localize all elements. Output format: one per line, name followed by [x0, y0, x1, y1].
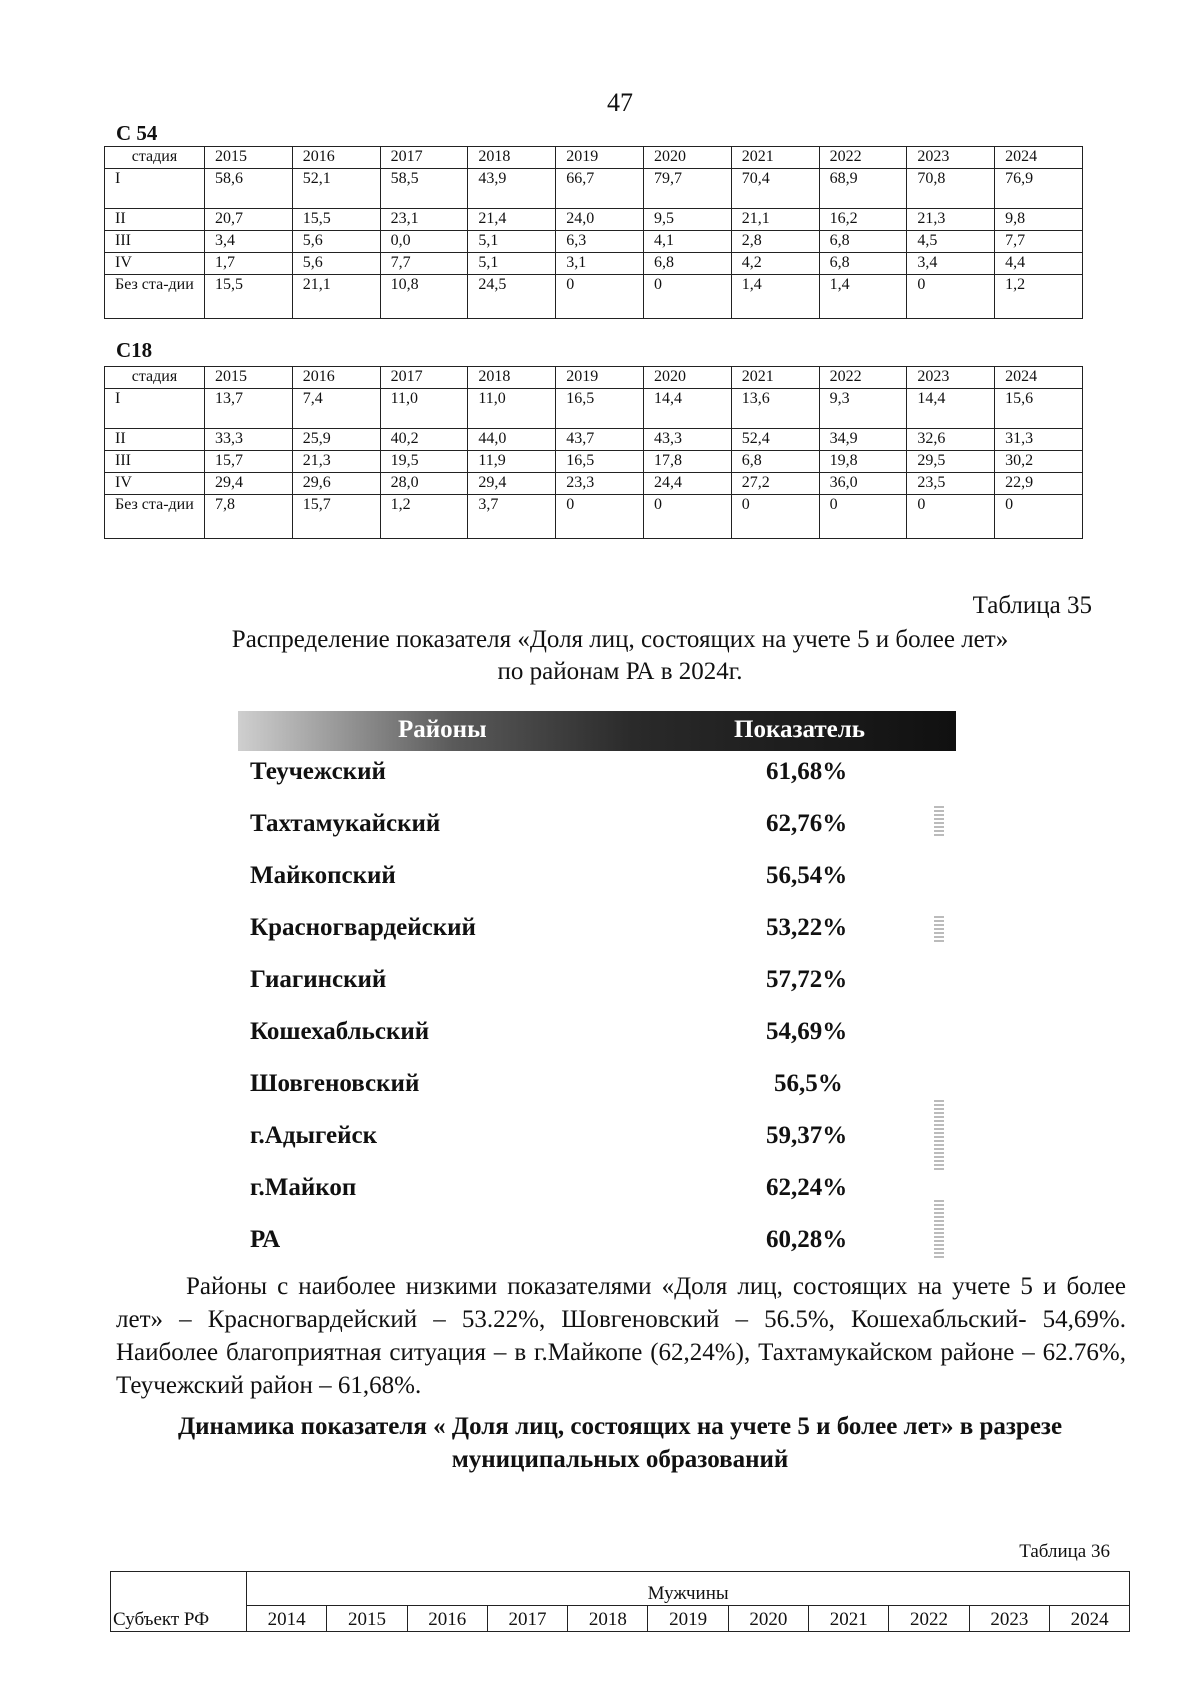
- table-cell: 31,3: [995, 429, 1083, 451]
- table-cell: 21,1: [731, 209, 819, 231]
- table-cell: 21,1: [292, 275, 380, 319]
- table-cell: 43,7: [556, 429, 644, 451]
- table-cell: 1,4: [731, 275, 819, 319]
- table-row: [105, 231, 1083, 253]
- district-row: [250, 958, 900, 1010]
- table-row: [105, 275, 1083, 319]
- district-row: [250, 1218, 900, 1270]
- table-row: [105, 169, 1083, 209]
- district-row: [250, 1114, 900, 1166]
- year-cell: 2018: [568, 1606, 648, 1632]
- table-cell: 29,4: [468, 473, 556, 495]
- year-cell: 2021: [809, 1606, 889, 1632]
- table-cell: 9,5: [643, 209, 731, 231]
- district-row: [250, 906, 900, 958]
- header-cell: 2023: [907, 147, 995, 169]
- table-cell: 14,4: [643, 389, 731, 429]
- table-cell: IV: [105, 253, 205, 275]
- table-cell: 6,3: [556, 231, 644, 253]
- district-row: [250, 802, 900, 854]
- table35-title-line1: Распределение показателя «Доля лиц, состоящих на учете 5 и более лет»: [231, 626, 1009, 653]
- table-cell: 0: [907, 495, 995, 539]
- district-value: 57,72%: [766, 966, 848, 993]
- table-cell: 9,8: [995, 209, 1083, 231]
- table-cell: 14,4: [907, 389, 995, 429]
- header-cell: 2016: [292, 367, 380, 389]
- table-cell: II: [105, 429, 205, 451]
- district-row: [250, 1166, 900, 1218]
- district-row: [250, 750, 900, 802]
- table-cell: 0: [643, 495, 731, 539]
- table-cell: 29,4: [205, 473, 293, 495]
- table-cell: 6,8: [819, 231, 907, 253]
- table-cell: 0: [643, 275, 731, 319]
- table-cell: 7,7: [995, 231, 1083, 253]
- table-cell: 15,5: [205, 275, 293, 319]
- table-cell: 43,9: [468, 169, 556, 209]
- year-cell: 2023: [969, 1606, 1049, 1632]
- table-row: [105, 389, 1083, 429]
- district-name: г.Адыгейск: [250, 1122, 378, 1149]
- table-cell: 32,6: [907, 429, 995, 451]
- district-value: 62,24%: [766, 1174, 848, 1201]
- table35-caption: Таблица 35: [972, 592, 1092, 619]
- table-c18-label: С18: [116, 338, 153, 362]
- district-row: [250, 854, 900, 906]
- header-cell: 2017: [380, 367, 468, 389]
- table-cell: 58,5: [380, 169, 468, 209]
- table-cell: 0,0: [380, 231, 468, 253]
- table-cell: 0: [556, 275, 644, 319]
- table-cell: 5,6: [292, 231, 380, 253]
- table-header-row: [111, 1572, 1130, 1606]
- table-cell: I: [105, 389, 205, 429]
- table-cell: 17,8: [643, 451, 731, 473]
- table-cell: 33,3: [205, 429, 293, 451]
- table-cell: 16,2: [819, 209, 907, 231]
- page-number: 47: [607, 88, 633, 117]
- table-header-row: [111, 1606, 1130, 1632]
- table-cell: 1,7: [205, 253, 293, 275]
- district-value: 53,22%: [766, 914, 848, 941]
- subject-header: Субъект РФ: [111, 1572, 247, 1632]
- table-cell: IV: [105, 473, 205, 495]
- table-cell: 11,0: [468, 389, 556, 429]
- header-cell: 2022: [819, 367, 907, 389]
- header-cell: 2015: [205, 367, 293, 389]
- table-cell: 5,1: [468, 231, 556, 253]
- header-cell: стадия: [105, 367, 205, 389]
- table-header-row: [105, 367, 1083, 389]
- table-cell: 24,4: [643, 473, 731, 495]
- table-cell: II: [105, 209, 205, 231]
- table-c18: [104, 366, 1083, 539]
- table-cell: 6,8: [643, 253, 731, 275]
- summary-paragraph: [116, 1270, 1126, 1402]
- table-cell: 28,0: [380, 473, 468, 495]
- district-row: [250, 1062, 900, 1114]
- year-cell: 2017: [487, 1606, 567, 1632]
- table-cell: 68,9: [819, 169, 907, 209]
- header-cell: 2016: [292, 147, 380, 169]
- table-cell: 3,4: [907, 253, 995, 275]
- district-name: Красногвардейский: [250, 914, 476, 941]
- table-cell: 23,1: [380, 209, 468, 231]
- dynamics-title: Динамика показателя « Доля лиц, состоящих на учете 5 и более лет» в разрезе муниципальных образований: [177, 1413, 1063, 1473]
- table-cell: 27,2: [731, 473, 819, 495]
- header-cell: 2018: [468, 367, 556, 389]
- header-cell: 2018: [468, 147, 556, 169]
- scan-artifact: [934, 1200, 944, 1258]
- district-name: Тахтамукайский: [250, 810, 441, 837]
- table-cell: 40,2: [380, 429, 468, 451]
- year-cell: 2019: [648, 1606, 728, 1632]
- header-cell: 2021: [731, 147, 819, 169]
- table-cell: 21,4: [468, 209, 556, 231]
- table-cell: 1,2: [380, 495, 468, 539]
- header-cell: 2017: [380, 147, 468, 169]
- district-value: 62,76%: [766, 810, 848, 837]
- table-row: [105, 429, 1083, 451]
- table-cell: 52,1: [292, 169, 380, 209]
- table-cell: 29,5: [907, 451, 995, 473]
- table-cell: 6,8: [731, 451, 819, 473]
- table-cell: 13,7: [205, 389, 293, 429]
- table-c54: [104, 146, 1083, 319]
- table-cell: 20,7: [205, 209, 293, 231]
- table-cell: 3,4: [205, 231, 293, 253]
- table-cell: 15,5: [292, 209, 380, 231]
- header-cell: 2021: [731, 367, 819, 389]
- year-cell: 2014: [247, 1606, 327, 1632]
- table-cell: 16,5: [556, 389, 644, 429]
- table-row: [105, 209, 1083, 231]
- header-cell: 2023: [907, 367, 995, 389]
- district-value: 56,54%: [766, 862, 848, 889]
- table-cell: 15,6: [995, 389, 1083, 429]
- table-cell: 4,5: [907, 231, 995, 253]
- district-value: 60,28%: [766, 1226, 848, 1253]
- table-cell: 11,9: [468, 451, 556, 473]
- table-cell: 21,3: [907, 209, 995, 231]
- table-cell: 22,9: [995, 473, 1083, 495]
- table-header-row: [105, 147, 1083, 169]
- table-cell: 10,8: [380, 275, 468, 319]
- districts-table-header: [238, 711, 956, 751]
- table-cell: Без ста-дии: [105, 275, 205, 319]
- table-cell: 1,2: [995, 275, 1083, 319]
- table35-title-line2: по районам РА в 2024г.: [497, 658, 743, 685]
- district-name: Шовгеновский: [250, 1070, 420, 1097]
- table-cell: 34,9: [819, 429, 907, 451]
- district-value: 54,69%: [766, 1018, 848, 1045]
- header-cell: 2024: [995, 367, 1083, 389]
- district-name: Теучежский: [250, 758, 386, 785]
- table-cell: 36,0: [819, 473, 907, 495]
- table-cell: 0: [907, 275, 995, 319]
- table-cell: 24,5: [468, 275, 556, 319]
- table-cell: 4,1: [643, 231, 731, 253]
- table-cell: 0: [819, 495, 907, 539]
- table-cell: 5,1: [468, 253, 556, 275]
- table-cell: 52,4: [731, 429, 819, 451]
- header-cell: 2022: [819, 147, 907, 169]
- table36-caption: Таблица 36: [1019, 1541, 1110, 1562]
- table-cell: III: [105, 231, 205, 253]
- table-row: [105, 495, 1083, 539]
- table-cell: 7,8: [205, 495, 293, 539]
- table-cell: 66,7: [556, 169, 644, 209]
- header-cell: 2020: [643, 367, 731, 389]
- table-cell: 43,3: [643, 429, 731, 451]
- district-name: Гиагинский: [250, 966, 387, 993]
- table-cell: 44,0: [468, 429, 556, 451]
- table-cell: 5,6: [292, 253, 380, 275]
- table-cell: III: [105, 451, 205, 473]
- table-cell: 1,4: [819, 275, 907, 319]
- table-cell: 4,4: [995, 253, 1083, 275]
- table-cell: 70,8: [907, 169, 995, 209]
- header-cell: 2024: [995, 147, 1083, 169]
- table36: [110, 1571, 1130, 1632]
- table-cell: 16,5: [556, 451, 644, 473]
- table-cell: 2,8: [731, 231, 819, 253]
- scan-artifact: [934, 914, 944, 942]
- table-row: [105, 253, 1083, 275]
- header-cell: стадия: [105, 147, 205, 169]
- table-cell: 24,0: [556, 209, 644, 231]
- column-header-value: Показатель: [734, 716, 865, 743]
- year-cell: 2015: [327, 1606, 407, 1632]
- table-cell: 15,7: [205, 451, 293, 473]
- header-cell: 2020: [643, 147, 731, 169]
- year-cell: 2020: [728, 1606, 808, 1632]
- table-cell: 30,2: [995, 451, 1083, 473]
- table-cell: 79,7: [643, 169, 731, 209]
- district-value: 59,37%: [766, 1122, 848, 1149]
- table-cell: 21,3: [292, 451, 380, 473]
- scan-artifact: [934, 806, 944, 836]
- table-cell: 0: [556, 495, 644, 539]
- district-name: г.Майкоп: [250, 1174, 357, 1201]
- table-cell: 6,8: [819, 253, 907, 275]
- table-cell: Без ста-дии: [105, 495, 205, 539]
- district-name: Кошехабльский: [250, 1018, 430, 1045]
- district-name: РА: [250, 1226, 281, 1253]
- table-cell: 3,1: [556, 253, 644, 275]
- table-cell: 7,7: [380, 253, 468, 275]
- summary-text: Районы с наиболее низкими показателями «Доля лиц, состоящих на учете 5 и более лет» – Красногвардейский – 53.22%, Шовгеновский – 56.5%, Кошехабльский- 54,69%. Наиболее благоприятная ситуация – в г.Майкопе (62,24%), Тахтамукайском районе – 62.76%, Теучежский район – 61,68%.: [116, 1273, 1126, 1399]
- column-header-districts: Районы: [398, 716, 487, 743]
- header-cell: 2019: [556, 147, 644, 169]
- table-cell: 11,0: [380, 389, 468, 429]
- table-cell: 58,6: [205, 169, 293, 209]
- table-cell: 23,3: [556, 473, 644, 495]
- table-cell: 3,7: [468, 495, 556, 539]
- year-cell: 2022: [889, 1606, 969, 1632]
- table-cell: 15,7: [292, 495, 380, 539]
- header-cell: 2019: [556, 367, 644, 389]
- table-cell: 23,5: [907, 473, 995, 495]
- year-cell: 2024: [1049, 1606, 1129, 1632]
- table-cell: 25,9: [292, 429, 380, 451]
- table-cell: 19,8: [819, 451, 907, 473]
- scan-artifact: [934, 1098, 944, 1170]
- district-value: 56,5%: [774, 1070, 843, 1097]
- table-cell: 76,9: [995, 169, 1083, 209]
- district-value: 61,68%: [766, 758, 848, 785]
- year-cell: 2016: [407, 1606, 487, 1632]
- table-cell: 0: [995, 495, 1083, 539]
- table-cell: 0: [731, 495, 819, 539]
- table-cell: 19,5: [380, 451, 468, 473]
- table-cell: 4,2: [731, 253, 819, 275]
- table-c54-label: С 54: [116, 121, 158, 145]
- table-row: [105, 473, 1083, 495]
- table-cell: 29,6: [292, 473, 380, 495]
- table-cell: 70,4: [731, 169, 819, 209]
- district-row: [250, 1010, 900, 1062]
- table-cell: I: [105, 169, 205, 209]
- table-row: [105, 451, 1083, 473]
- group-header: Мужчины: [247, 1572, 1130, 1606]
- district-name: Майкопский: [250, 862, 396, 889]
- table-cell: 13,6: [731, 389, 819, 429]
- header-cell: 2015: [205, 147, 293, 169]
- table-cell: 9,3: [819, 389, 907, 429]
- table-cell: 7,4: [292, 389, 380, 429]
- table35-title: [0, 624, 1200, 688]
